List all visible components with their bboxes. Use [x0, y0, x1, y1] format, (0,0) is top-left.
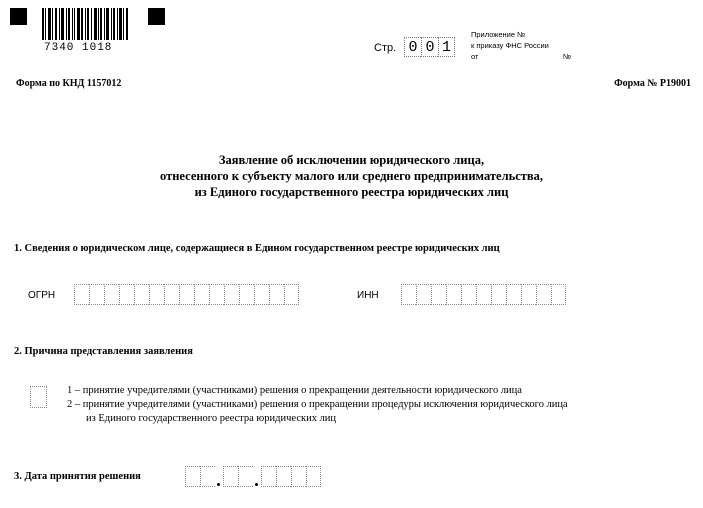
input-cell[interactable] — [149, 284, 164, 305]
input-cell[interactable] — [461, 284, 476, 305]
input-cell[interactable] — [269, 284, 284, 305]
barcode-number: 7340 1018 — [44, 42, 113, 54]
appendix-line-2: к приказу ФНС России — [471, 41, 549, 50]
appendix-note — [471, 29, 571, 62]
appendix-line-3-left: от — [471, 52, 479, 61]
input-cell[interactable] — [224, 284, 239, 305]
section-2-title: 2. Причина представления заявления — [14, 346, 193, 357]
title-line-3: из Единого государственного реестра юридических лиц — [194, 185, 509, 199]
input-cell[interactable] — [491, 284, 506, 305]
input-cell[interactable] — [506, 284, 521, 305]
ogrn-label: ОГРН — [28, 290, 56, 301]
input-cell[interactable] — [276, 466, 291, 487]
input-cell[interactable] — [74, 284, 89, 305]
input-cell[interactable] — [254, 284, 269, 305]
reason-code-input[interactable] — [30, 386, 47, 408]
input-cell[interactable] — [476, 284, 491, 305]
ogrn-input[interactable] — [74, 284, 299, 305]
inn-label: ИНН — [357, 290, 379, 301]
input-cell[interactable] — [164, 284, 179, 305]
page-label: Стр. — [374, 42, 397, 54]
input-cell[interactable] — [223, 466, 238, 487]
title-line-2: отнесенного к субъекту малого или среднего предпринимательства, — [159, 169, 544, 183]
input-cell[interactable] — [119, 284, 134, 305]
reason-option-2: 2 – принятие учредителями (участниками) решения о прекращении процедуры исключения юридического лица — [67, 399, 568, 410]
input-cell[interactable] — [261, 466, 276, 487]
input-cell[interactable] — [401, 284, 416, 305]
input-cell[interactable] — [291, 466, 306, 487]
appendix-line-3-right: № — [562, 52, 571, 61]
input-cell[interactable] — [551, 284, 566, 305]
input-cell[interactable] — [134, 284, 149, 305]
reason-option-2-continued: из Единого государственного реестра юридических лиц — [86, 413, 337, 424]
input-cell[interactable] — [306, 466, 321, 487]
input-cell[interactable] — [238, 466, 253, 487]
corner-marker-left — [10, 8, 27, 25]
input-cell[interactable] — [194, 284, 209, 305]
input-cell[interactable] — [89, 284, 104, 305]
page-digit: 0 — [421, 37, 438, 57]
document-title — [0, 152, 703, 200]
input-cell[interactable] — [431, 284, 446, 305]
reason-option-1: 1 – принятие учредителями (участниками) решения о прекращении деятельности юридического лица — [67, 385, 522, 396]
input-cell[interactable] — [239, 284, 254, 305]
title-line-1: Заявление об исключении юридического лица, — [218, 153, 485, 167]
barcode — [42, 8, 128, 40]
form-knd-code: Форма по КНД 1157012 — [16, 78, 122, 89]
decision-date-input[interactable] — [185, 466, 321, 487]
appendix-line-1: Приложение № — [471, 30, 526, 39]
section-3-title: 3. Дата принятия решения — [14, 471, 141, 482]
page-digit: 1 — [438, 37, 455, 57]
form-number: Форма № Р19001 — [614, 78, 691, 89]
date-separator-dot — [253, 466, 261, 487]
inn-input[interactable] — [401, 284, 566, 305]
input-cell[interactable] — [104, 284, 119, 305]
date-separator-dot — [215, 466, 223, 487]
section-1-title: 1. Сведения о юридическом лице, содержащиеся в Едином государственном реестре юридических лиц — [14, 243, 500, 254]
input-cell[interactable] — [416, 284, 431, 305]
corner-marker-right — [148, 8, 165, 25]
input-cell[interactable] — [446, 284, 461, 305]
input-cell[interactable] — [185, 466, 200, 487]
page-digit: 0 — [404, 37, 421, 57]
input-cell[interactable] — [521, 284, 536, 305]
input-cell[interactable] — [209, 284, 224, 305]
input-cell[interactable] — [179, 284, 194, 305]
page-number-cells — [404, 37, 455, 57]
input-cell[interactable] — [200, 466, 215, 487]
input-cell[interactable] — [536, 284, 551, 305]
input-cell[interactable] — [284, 284, 299, 305]
